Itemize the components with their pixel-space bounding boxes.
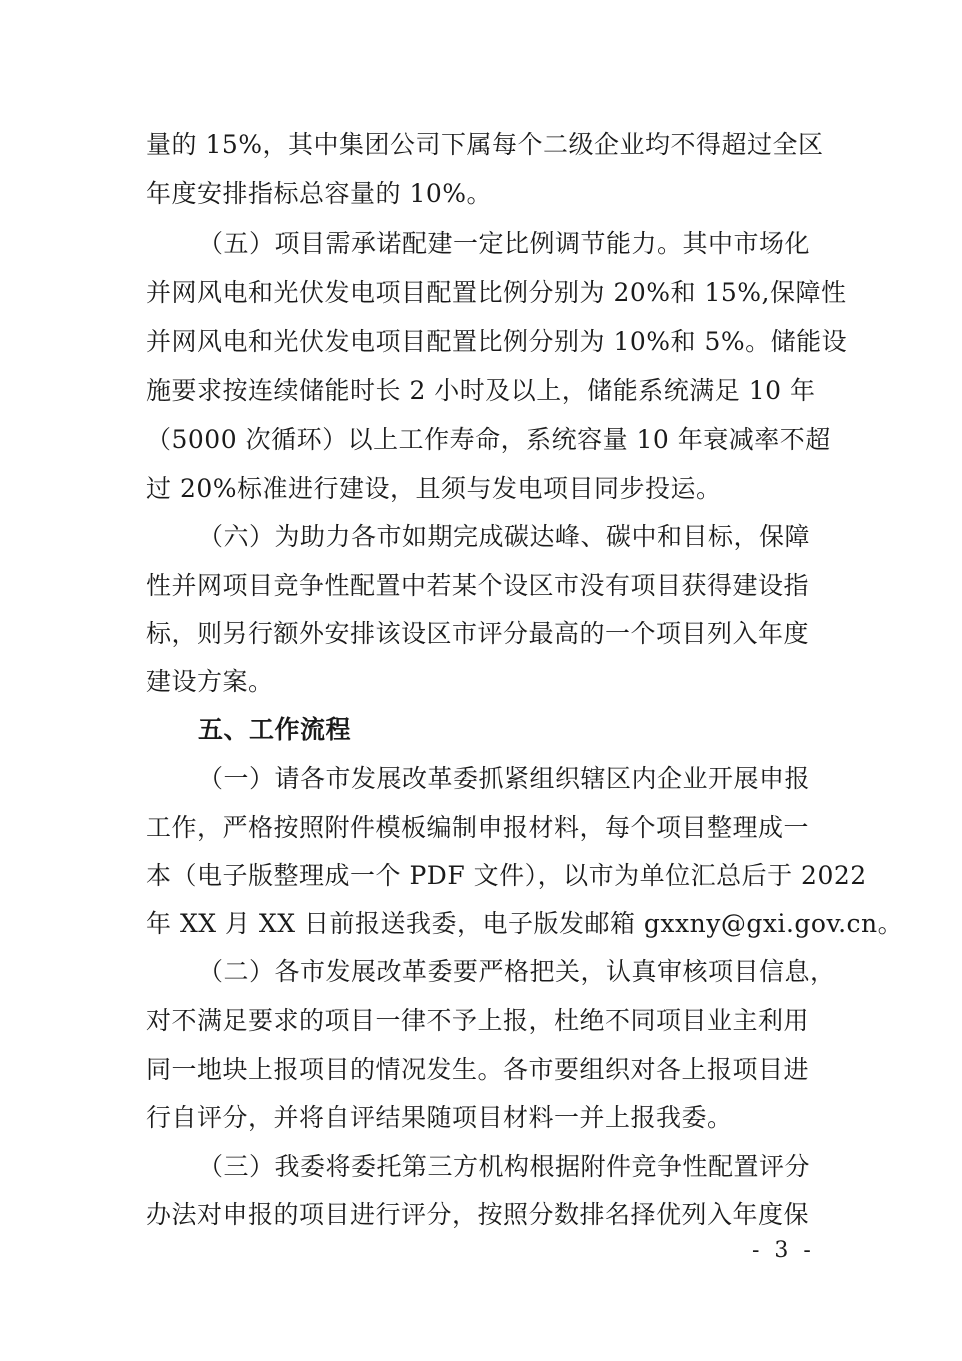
body-text-line: 过 20%标准进行建设，且须与发电项目同步投运。 xyxy=(146,474,722,503)
body-text-line: 办法对申报的项目进行评分，按照分数排名择优列入年度保 xyxy=(146,1200,810,1229)
body-text-line-with-email: 年 XX 月 XX 日前报送我委，电子版发邮箱 gxxny@gxi.gov.cn。 xyxy=(146,909,904,938)
paragraph-6-first-line: （六）为助力各市如期完成碳达峰、碳中和目标，保障 xyxy=(198,522,811,551)
body-text-line: （5000 次循环）以上工作寿命，系统容量 10 年衰减率不超 xyxy=(146,425,831,454)
workflow-item-1-first-line: （一）请各市发展改革委抓紧组织辖区内企业开展申报 xyxy=(198,764,811,793)
body-text-line: 并网风电和光伏发电项目配置比例分别为 20%和 15%,保障性 xyxy=(146,278,847,307)
workflow-item-3-first-line: （三）我委将委托第三方机构根据附件竞争性配置评分 xyxy=(198,1152,811,1181)
body-text-line: 并网风电和光伏发电项目配置比例分别为 10%和 5%。储能设 xyxy=(146,327,848,356)
body-text-line: 标，则另行额外安排该设区市评分最高的一个项目列入年度 xyxy=(146,619,810,648)
body-text-line: 行自评分，并将自评结果随项目材料一并上报我委。 xyxy=(146,1103,733,1132)
body-text-line: 工作，严格按照附件模板编制申报材料，每个项目整理成一 xyxy=(146,813,810,842)
body-text-line: 建设方案。 xyxy=(146,667,274,696)
body-text-line: 对不满足要求的项目一律不予上报，杜绝不同项目业主利用 xyxy=(146,1006,810,1035)
section-heading: 五、工作流程 xyxy=(198,715,352,744)
paragraph-5-first-line: （五）项目需承诺配建一定比例调节能力。其中市场化 xyxy=(198,229,811,258)
body-text-line: 性并网项目竞争性配置中若某个设区市没有项目获得建设指 xyxy=(146,571,810,600)
body-text-line: 量的 15%，其中集团公司下属每个二级企业均不得超过全区 xyxy=(146,130,824,159)
workflow-item-2-first-line: （二）各市发展改革委要严格把关，认真审核项目信息， xyxy=(198,957,836,986)
body-text-line: 年度安排指标总容量的 10%。 xyxy=(146,179,493,208)
body-text-line: 同一地块上报项目的情况发生。各市要组织对各上报项目进 xyxy=(146,1055,810,1084)
body-text-line: 施要求按连续储能时长 2 小时及以上，储能系统满足 10 年 xyxy=(146,376,816,405)
body-text-line: 本（电子版整理成一个 PDF 文件），以市为单位汇总后于 2022 xyxy=(146,861,867,890)
page-number: - 3 - xyxy=(752,1238,815,1263)
